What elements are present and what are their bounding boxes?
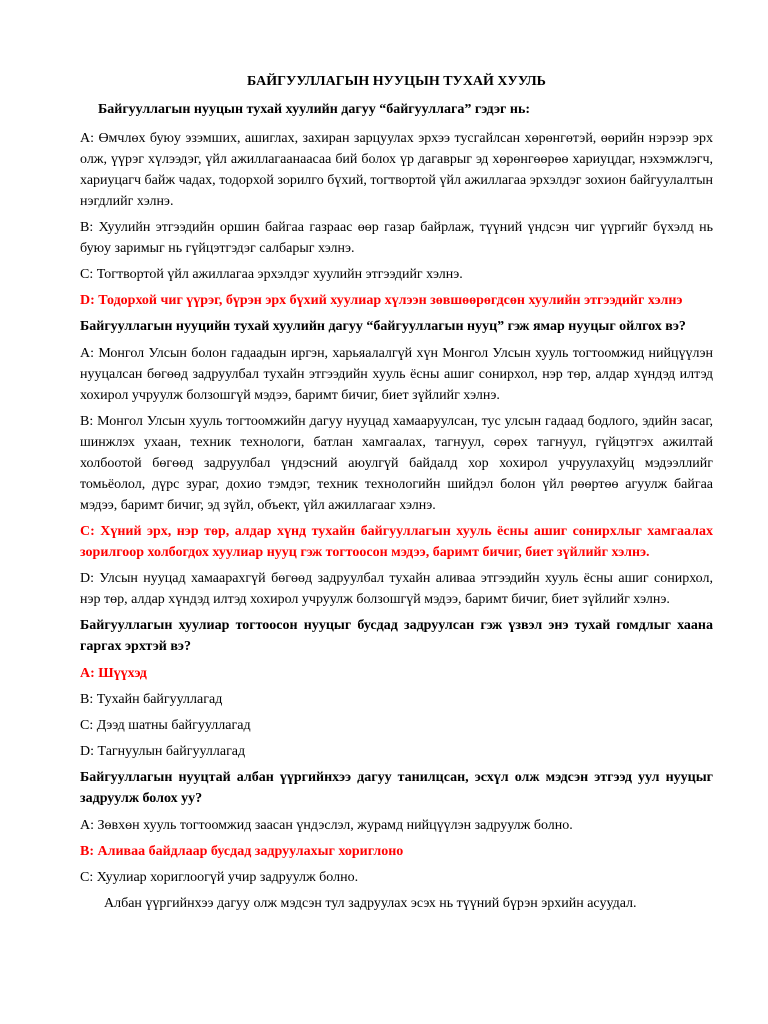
q2-option-a: A: Монгол Улсын болон гадаадын иргэн, харьяалалгүй хүн Монгол Улсын хууль тогтоомжид нийцүүлэн нууцалсан бөгөөд задруулбал тухайн этгээдийн хууль ёсны ашиг сонирхол, нэр төр, алдар хүндэд илтэд хохирол учруулж болзошгүй мэдээ, баримт бичиг, биет зүйлийг хэлнэ.	[80, 346, 713, 403]
question-4: Байгууллагын нууцтай албан үүргийнхээ дагуу танилцсан, эсхүл олж мэдсэн этгээд уул нууцыг задруулж болох уу?	[80, 770, 713, 806]
q1-option-d-correct: D: Тодорхой чиг үүрэг, бүрэн эрх бүхий хуулиар хүлээн зөвшөөрөгдсөн хуулийн этгээдийг хэлнэ	[80, 293, 683, 308]
q4-option-b-correct: B: Аливаа байдлаар бусдад задруулахыг хориглоно	[80, 844, 404, 859]
q2-option-c-correct: C: Хүний эрх, нэр төр, алдар хүнд тухайн байгууллагын хууль ёсны ашиг сонирхлыг хамгаалах зорилгоор холбогдох хуулиар нууц гэж тогтоосон мэдээ, баримт бичиг, биет зүйлийг хэлнэ.	[80, 524, 713, 560]
q2-option-d: D: Улсын нууцад хамаарахгүй бөгөөд задруулбал тухайн аливаа этгээдийн хууль ёсны ашиг сонирхол, нэр төр, алдар хүндэд илтэд хохирол учруулж болзошгүй мэдээ, баримт бичиг, биет зүйлийг хэлнэ.	[80, 571, 713, 607]
q3-option-d: D: Тагнуулын байгууллагад	[80, 744, 246, 759]
q3-option-a-correct: A: Шүүхэд	[80, 666, 147, 681]
q1-option-c: C: Тогтвортой үйл ажиллагаа эрхэлдэг хуулийн этгээдийг хэлнэ.	[80, 267, 463, 282]
q1-option-b: B: Хуулийн этгээдийн оршин байгаа газраас өөр газар байрлаж, түүний үндсэн чиг үүргийг бүхэлд нь буюу заримыг нь гүйцэтгэдэг салбарыг хэлнэ.	[80, 220, 713, 256]
q2-option-b: B: Монгол Улсын хууль тогтоомжийн дагуу нууцад хамааруулсан, тус улсын гадаад бодлого, эдийн засаг, шинжлэх ухаан, техник технологи, батлан хамгаалах, тагнуул, сөрөх тагнуул, гүйцэтгэх ажилтай холбоотой бөгөөд задруулбал үндэсний аюулгүй байдалд хор хохирол учруулахуйц мэдээллийг томьёолол, дүрс зураг, дохио тэмдэг, техник технологийн шийдэл болон үйл рөөртөө агуулж байгаа мэдээ, баримт бичиг, эд зүйл, объект, үйл ажиллагааг хэлнэ.	[80, 414, 713, 513]
question-2: Байгууллагын нууцийн тухай хуулийн дагуу “байгууллагын нууц” гэж ямар нууцыг ойлгох вэ?	[80, 319, 686, 334]
q4-option-c: C: Хуулиар хориглоогүй учир задруулж болно.	[80, 870, 359, 885]
question-1: Байгууллагын нууцын тухай хуулийн дагуу “байгууллага” гэдэг нь:	[98, 102, 531, 117]
document-title: БАЙГУУЛЛАГЫН НУУЦЫН ТУХАЙ ХУУЛЬ	[247, 74, 546, 89]
q4-option-a: A: Зөвхөн хууль тогтоомжид заасан үндэслэл, журамд нийцүүлэн задруулж болно.	[80, 818, 573, 833]
q3-option-c: C: Дээд шатны байгууллагад	[80, 718, 251, 733]
q1-option-a: A: Өмчлөх буюу эзэмших, ашиглах, захиран зарцуулах эрхээ тусгайлсан хөрөнгөтэй, өөрийн нэрээр эрх олж, үүрэг хүлээдэг, үйл ажиллагаанаасаа бий болох үр дагаврыг эд хөрөнгөөрөө хариуцдаг, нэхэмжлэгч, хариуцагч байж чадах, тодорхой зорилго бүхий, тогтвортой үйл ажиллагаа эрхэлдэг зохион байгуулалтын нэгдлийг хэлнэ.	[80, 131, 713, 209]
closing-note: Албан үүргийнхээ дагуу олж мэдсэн тул задруулах эсэх нь түүний бүрэн эрхийн асуудал.	[104, 896, 637, 911]
question-3: Байгууллагын хуулиар тогтоосон нууцыг бусдад задруулсан гэж үзвэл энэ тухай гомдлыг хаана гаргах эрхтэй вэ?	[80, 618, 713, 654]
q3-option-b: B: Тухайн байгууллагад	[80, 692, 223, 707]
